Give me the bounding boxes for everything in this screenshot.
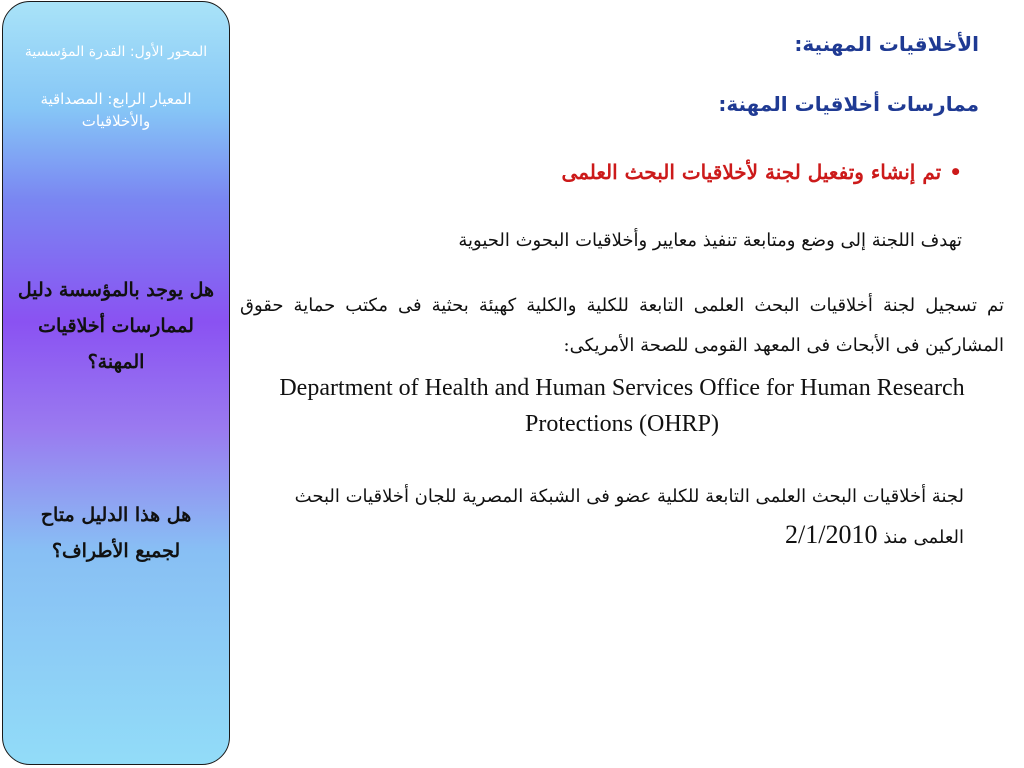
- paragraph-network-text: لجنة أخلاقيات البحث العلمى التابعة للكلية عضو فى الشبكة المصرية للجان أخلاقيات البحث العلمى منذ: [294, 486, 964, 548]
- bullet-dot-icon: •: [949, 160, 962, 184]
- page-title: الأخلاقيات المهنية:: [794, 32, 979, 56]
- bullet-committee-text: تم إنشاء وتفعيل لجنة لأخلاقيات البحث العلمى: [561, 160, 942, 184]
- sidebar-question-guide-exists: هل يوجد بالمؤسسة دليل لممارسات أخلاقيات المهنة؟: [17, 279, 215, 373]
- sidebar-axis-title: المحور الأول: القدرة المؤسسية: [24, 44, 208, 60]
- page-subtitle: ممارسات أخلاقيات المهنة:: [718, 92, 979, 116]
- paragraph-registration: تم تسجيل لجنة أخلاقيات البحث العلمى التابعة للكلية والكلية كهيئة بحثية فى مكتب حماية حقوق المشاركين فى الأبحاث فى المعهد القومى للصحة الأمريكى:: [240, 295, 1004, 356]
- sidebar-standard-title: المعيار الرابع: المصداقية والأخلاقيات: [40, 90, 192, 130]
- paragraph-network-membership: [240, 478, 964, 557]
- paragraph-ohrp-name: Department of Health and Human Services Office for Human Research Protections (OHRP): [279, 375, 965, 437]
- membership-date: 2/1/2010: [785, 520, 878, 549]
- paragraph-committee-goal: تهدف اللجنة إلى وضع ومتابعة تنفيذ معايير وأخلاقيات البحوث الحيوية: [458, 230, 962, 251]
- bullet-committee: [562, 160, 962, 184]
- sidebar-question-guide-available: هل هذا الدليل متاح لجميع الأطراف؟: [40, 504, 192, 562]
- sidebar-panel: [2, 1, 230, 765]
